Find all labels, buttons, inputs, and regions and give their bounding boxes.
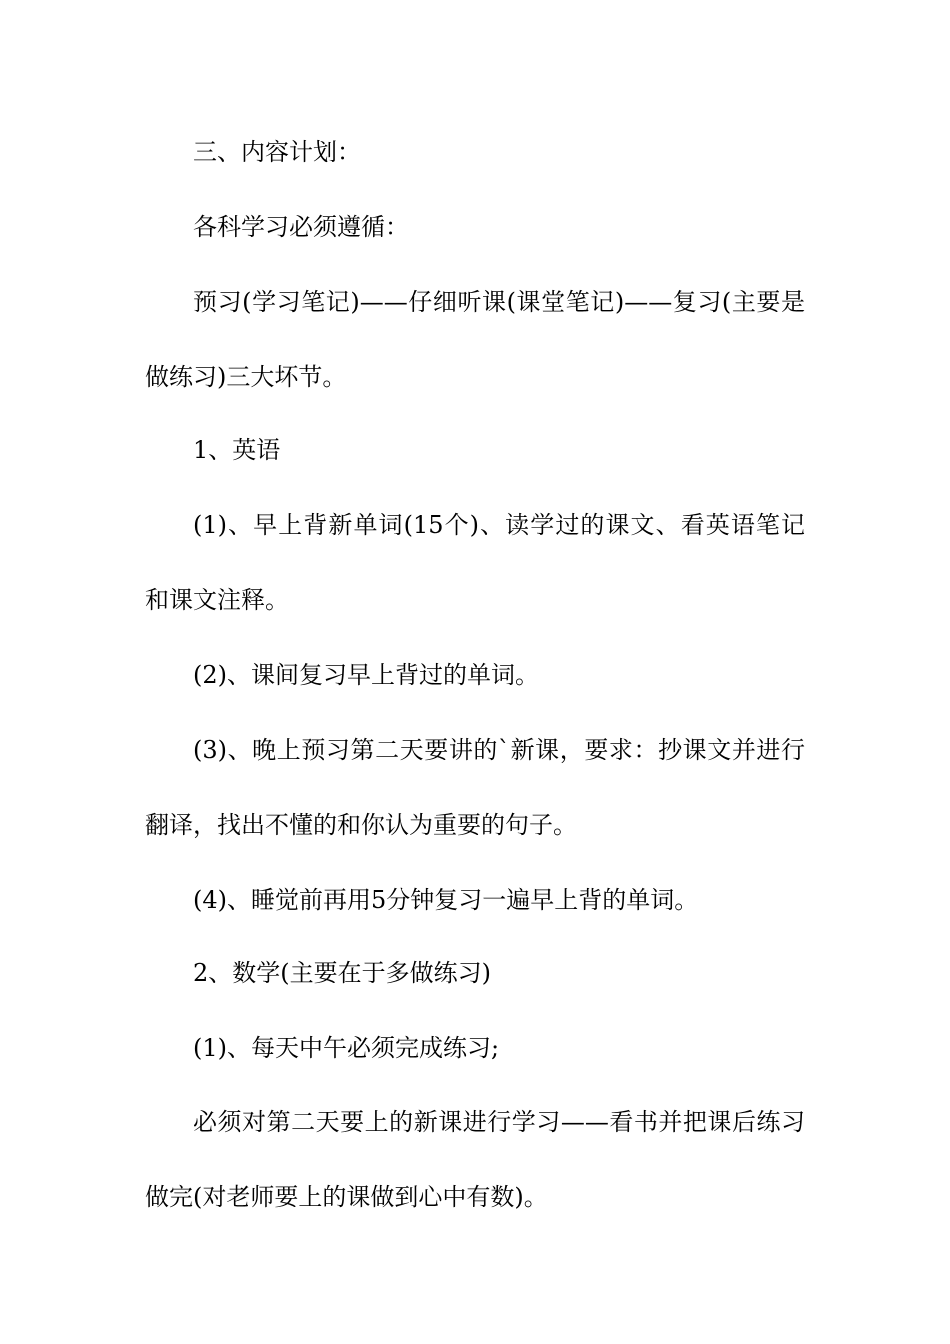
paragraph-line: (4)、睡觉前再用5分钟复习一遍早上背的单词。 xyxy=(193,886,699,914)
paragraph-line: 做完(对老师要上的课做到心中有数)。 xyxy=(145,1183,548,1211)
paragraph-line: (3)、晚上预习第二天要讲的`新课，要求：抄课文并进行 xyxy=(193,736,805,764)
paragraph-line: 翻译，找出不懂的和你认为重要的句子。 xyxy=(145,811,577,839)
paragraph-line: (1)、每天中午必须完成练习; xyxy=(193,1034,500,1062)
subheading-english: 1、英语 xyxy=(193,436,281,464)
paragraph-line: 做练习)三大坏节。 xyxy=(145,363,347,391)
paragraph-line: 各科学习必须遵循： xyxy=(193,213,409,241)
section-heading-content-plan: 三、内容计划： xyxy=(193,138,361,166)
paragraph-line: (2)、课间复习早上背过的单词。 xyxy=(193,661,539,689)
paragraph-line: 和课文注释。 xyxy=(145,586,289,614)
paragraph-line: (1)、早上背新单词(15个)、读学过的课文、看英语笔记 xyxy=(193,511,805,539)
subheading-math: 2、数学(主要在于多做练习) xyxy=(193,959,491,987)
paragraph-line: 预习(学习笔记)——仔细听课(课堂笔记)——复习(主要是 xyxy=(193,288,805,316)
paragraph-line: 必须对第二天要上的新课进行学习——看书并把课后练习 xyxy=(193,1108,805,1136)
